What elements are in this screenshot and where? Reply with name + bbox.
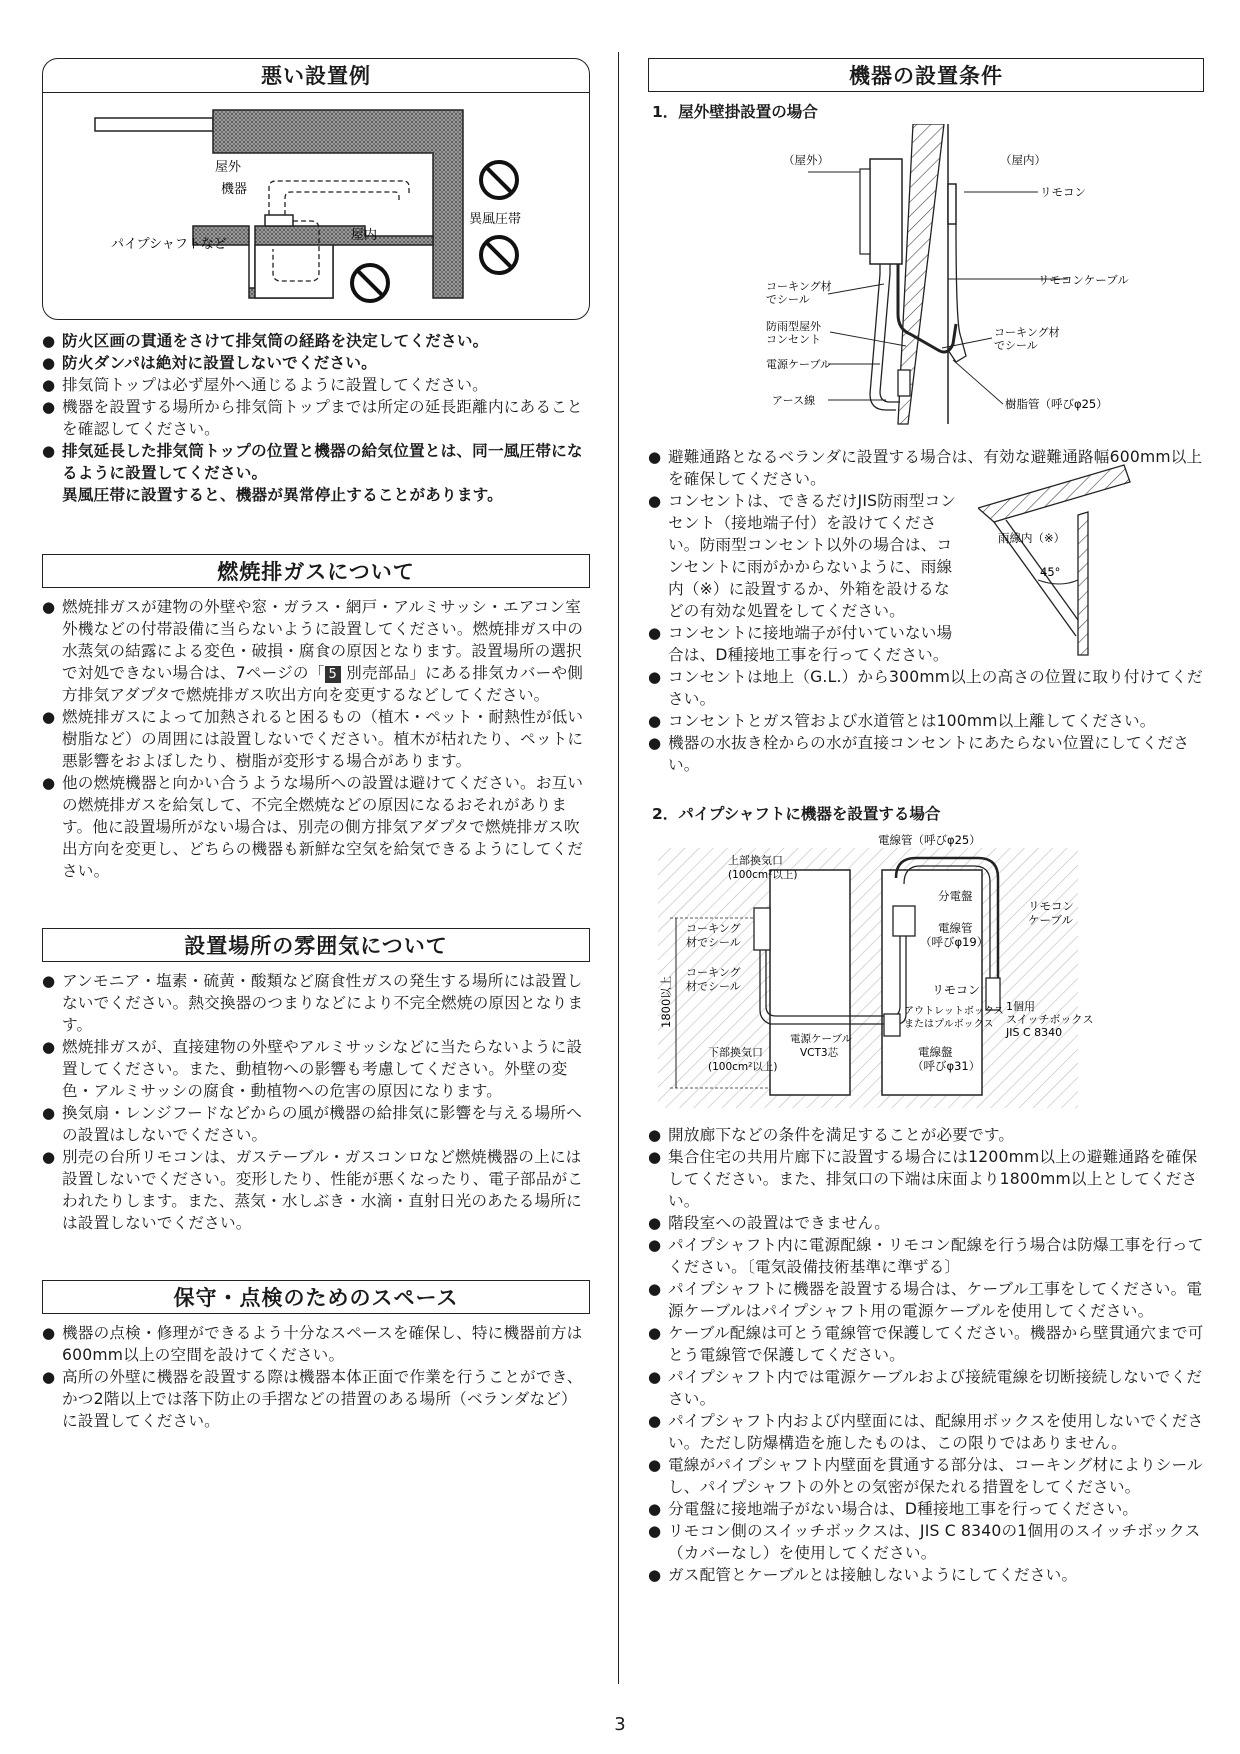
label-caulk1-1: コーキング xyxy=(686,922,741,935)
label-remote: リモコン xyxy=(932,983,981,997)
label-outlet-1: 防雨型屋外 xyxy=(766,320,821,333)
label-caulk2-2: 材でシール xyxy=(686,980,741,993)
label-indoor: 屋内 xyxy=(351,228,378,243)
label-outside: （屋外） xyxy=(783,153,829,167)
list-item: ● 機器の水抜き栓からの水が直接コンセントにあたらない位置にしてください。 xyxy=(648,732,1204,776)
label-outlet-1: アウトレットボックス xyxy=(904,1006,1004,1017)
label-switch-1: 1個用 xyxy=(1006,1000,1035,1013)
column-divider xyxy=(618,52,619,1684)
bad-example-diagram xyxy=(43,93,588,317)
label-remote-cable: リモコンケーブル xyxy=(1038,273,1129,287)
maintenance-list xyxy=(42,1322,590,1432)
atmosphere-title: 設置場所の雰囲気について xyxy=(42,928,590,962)
label-conduit19-1: 電線管 xyxy=(938,921,973,935)
label-earth: アース線 xyxy=(772,394,816,407)
label-power-cable: 電源ケーブル xyxy=(766,358,832,371)
list-item: ● コンセントは地上（G.L.）から300mm以上の高さの位置に取り付けてください。 xyxy=(648,666,1204,710)
label-remote-cable-1: リモコン xyxy=(1028,899,1074,913)
list-item: ● 別売の台所リモコンは、ガステーブル・ガスコンロなど燃焼機器の上には設置しないでください。変形したり、性能が悪くなったり、電子部品がこわれたりします。また、蒸気・水しぶき・水滴・直射日光のあたる場所には設置しないでください。 xyxy=(42,1146,590,1234)
list-item: ● 高所の外壁に機器を設置する際は機器本体正面で作業を行うことができ、かつ2階以上では落下防止の手摺などの措置のある場所（ベランダなど）に設置してください。 xyxy=(42,1366,590,1432)
s1-heading: 1．屋外壁掛設置の場合 xyxy=(652,103,818,121)
bad-example-title: 悪い設置例 xyxy=(43,59,589,93)
label-caulk-left-2: でシール xyxy=(766,293,810,306)
installation-title: 機器の設置条件 xyxy=(648,58,1204,92)
list-item: ● ガス配管とケーブルとは接触しないようにしてください。 xyxy=(648,1564,1204,1586)
list-item: ● 排気筒トップは必ず屋外へ通じるように設置してください。 xyxy=(42,374,590,396)
bad-example-box xyxy=(42,58,590,320)
label-lower-vent-2: (100cm²以上) xyxy=(708,1061,778,1073)
list-note: 異風圧帯に設置すると、機器が異常停止することがあります。 xyxy=(62,486,503,504)
list-item: ● パイプシャフト内では電源ケーブルおよび接続電線を切断接続しないでください。 xyxy=(648,1366,1204,1410)
list-item: ● パイプシャフトに機器を設置する場合は、ケーブル工事をしてください。電源ケーブルはパイプシャフト用の電源ケーブルを使用してください。 xyxy=(648,1278,1204,1322)
list-item: ● 防火ダンパは絶対に設置しないでください。 xyxy=(42,352,590,374)
list-item: ● 階段室への設置はできません。 xyxy=(648,1212,1204,1234)
label-outlet-2: またはプルボックス xyxy=(904,1019,994,1030)
maintenance-title: 保守・点検のためのスペース xyxy=(42,1280,590,1314)
label-caulk-right-2: でシール xyxy=(994,339,1038,352)
atmosphere-list xyxy=(42,970,590,1234)
label-inside: （屋内） xyxy=(1000,153,1046,167)
list-item: ● 分電盤に接地端子がない場合は、D種接地工事を行ってください。 xyxy=(648,1498,1204,1520)
list-item: ● コンセントとガス管および水道管とは100mm以上離してください。 xyxy=(648,710,1204,732)
label-upper-vent-1: 上部換気口 xyxy=(728,854,783,867)
s1-notes xyxy=(648,446,1204,776)
label-power-2: VCT3芯 xyxy=(800,1047,839,1059)
label-outdoor: 屋外 xyxy=(215,160,242,175)
label-angle: 45° xyxy=(1040,565,1061,579)
list-item: ● 防火区画の貫通をさけて排気筒の経路を決定してください。 xyxy=(42,330,590,352)
label-lower-vent-1: 下部換気口 xyxy=(708,1046,763,1059)
label-panel31-1: 電線盤 xyxy=(918,1045,953,1059)
list-item: ● 燃焼排ガスが、直接建物の外壁やアルミサッシなどに当たらないように設置してください。また、動植物への影響も考慮してください。外壁の変色・アルミサッシの腐食・動植物への危害の原因になります。 xyxy=(42,1036,590,1102)
label-resin-pipe: 樹脂管（呼びφ25） xyxy=(1005,397,1108,411)
s2-heading: 2．パイプシャフトに機器を設置する場合 xyxy=(652,805,941,823)
label-caulk-right-1: コーキング材 xyxy=(994,326,1060,339)
list-item: ● 開放廊下などの条件を満足することが必要です。 xyxy=(648,1124,1204,1146)
label-panel31-2: （呼びφ31） xyxy=(912,1059,981,1073)
left-column xyxy=(42,58,590,1432)
label-caulk1-2: 材でシール xyxy=(686,936,741,949)
list-item: ● パイプシャフト内に電源配線・リモコン配線を行う場合は防爆工事を行ってください。〔電気設備技術基準に準ずる〕 xyxy=(648,1234,1204,1278)
label-outlet-2: コンセント xyxy=(766,333,821,346)
list-item: ● 燃焼排ガスが建物の外壁や窓・ガラス・網戸・アルミサッシ・エアコン室外機などの付帯設備に当らないように設置してください。燃焼排ガス中の水蒸気の結露による変色・破損・腐食の原因となります。設置場所の選択で対処できない場合は、7ページの「 5 別売部品」にある排気カバーや側方排気アダプタで燃焼排ガス吹出方向を変更するなどしてください。 xyxy=(42,596,590,706)
exhaust-list xyxy=(42,596,590,882)
label-caulk2-1: コーキング xyxy=(686,966,741,979)
label-upper-vent-2: (100cm²以上) xyxy=(728,869,798,881)
list-item: ● コンセントは、できるだけJIS防雨型コンセント（接地端子付）を設けてください。防雨型コンセント以外の場合は、コンセントに雨がかからないように、雨線内（※）に設置するか、外箱を設けるなどの有効な処置をしてください。 xyxy=(648,490,960,622)
bad-example-list xyxy=(42,330,590,506)
list-item: ● 換気扇・レンジフードなどからの風が機器の給排気に影響を与える場所への設置はしないでください。 xyxy=(42,1102,590,1146)
label-pressure-zone: 異風圧帯 xyxy=(469,212,522,227)
list-item: ● 燃焼排ガスによって加熱されると困るもの（植木・ペット・耐熱性が低い樹脂など）の周囲には設置しないでください。植木が枯れたり、ペットに悪影響をおよぼしたり、樹脂が変形する場合があります。 xyxy=(42,706,590,772)
section-mark: 5 xyxy=(325,666,341,683)
pipeshaft-diagram xyxy=(648,828,1204,1118)
wall-mount-diagram xyxy=(648,124,1204,434)
exhaust-title: 燃焼排ガスについて xyxy=(42,554,590,588)
label-conduit19-2: （呼びφ19） xyxy=(920,935,989,949)
label-rain-line: 雨線内（※） xyxy=(998,531,1066,545)
list-item: ● 排気延長した排気筒トップの位置と機器の給気位置とは、同一風圧帯になるように設置してください。 xyxy=(42,440,590,484)
list-item: ● 集合住宅の共用片廊下に設置する場合には1200mm以上の避難通路を確保してください。また、排気口の下端は床面より1800mm以上としてください。 xyxy=(648,1146,1204,1212)
list-item: ● 他の燃焼機器と向かい合うような場所への設置は避けてください。お互いの燃焼排ガスを給気して、不完全燃焼などの原因になるおそれがあります。他に設置場所がない場合は、別売の側方排気アダプタで燃焼排ガス吹出方向を変更し、どちらの機器も新鮮な空気を給気できるようにしてください。 xyxy=(42,772,590,882)
list-item: ● パイプシャフト内および内壁面には、配線用ボックスを使用しないでください。ただし防爆構造を施したものは、この限りではありません。 xyxy=(648,1410,1204,1454)
list-item: ● 機器を設置する場所から排気筒トップまでは所定の延長距離内にあることを確認してください。 xyxy=(42,396,590,440)
list-item: ● リモコン側のスイッチボックスは、JIS C 8340の1個用のスイッチボックス（カバーなし）を使用してください。 xyxy=(648,1520,1204,1564)
label-panel: 分電盤 xyxy=(938,889,973,903)
label-switch-3: JIS C 8340 xyxy=(1006,1026,1063,1039)
right-column xyxy=(648,58,1204,1586)
label-remote: リモコン xyxy=(1040,185,1086,199)
label-pipeshaft: パイプシャフトなど xyxy=(111,237,227,252)
page-number: 3 xyxy=(614,1714,626,1735)
list-item: ● コンセントに接地端子が付いていない場合は、D種接地工事を行ってください。 xyxy=(648,622,1204,666)
label-device: 機器 xyxy=(221,182,248,197)
list-item: ● ケーブル配線は可とう電線管で保護してください。機器から壁貫通穴まで可とう電線管で保護してください。 xyxy=(648,1322,1204,1366)
list-item: ● 電線がパイプシャフト内壁面を貫通する部分は、コーキング材によりシールし、パイプシャフトの外との気密が保たれる措置をしてください。 xyxy=(648,1454,1204,1498)
label-remote-cable-2: ケーブル xyxy=(1028,913,1073,927)
list-item: ● 避難通路となるベランダに設置する場合は、有効な避難通路幅600mm以上を確保してください。 xyxy=(648,446,1204,490)
label-caulk-left-1: コーキング材 xyxy=(766,280,832,293)
label-conduit-top: 電線管（呼びφ25） xyxy=(878,833,981,847)
device-shape xyxy=(265,215,293,226)
label-power-1: 電源ケーブル xyxy=(790,1033,853,1045)
label-switch-2: スイッチボックス xyxy=(1006,1013,1094,1026)
list-item: ● アンモニア・塩素・硫黄・酸類など腐食性ガスの発生する場所には設置しないでください。熱交換器のつまりなどにより不完全燃焼の原因となります。 xyxy=(42,970,590,1036)
list-item: ● 機器の点検・修理ができるよう十分なスペースを確保し、特に機器前方は600mm以上の空間を設けてください。 xyxy=(42,1322,590,1366)
s2-list xyxy=(648,1124,1204,1586)
label-height: 1800以上 xyxy=(659,975,673,1028)
